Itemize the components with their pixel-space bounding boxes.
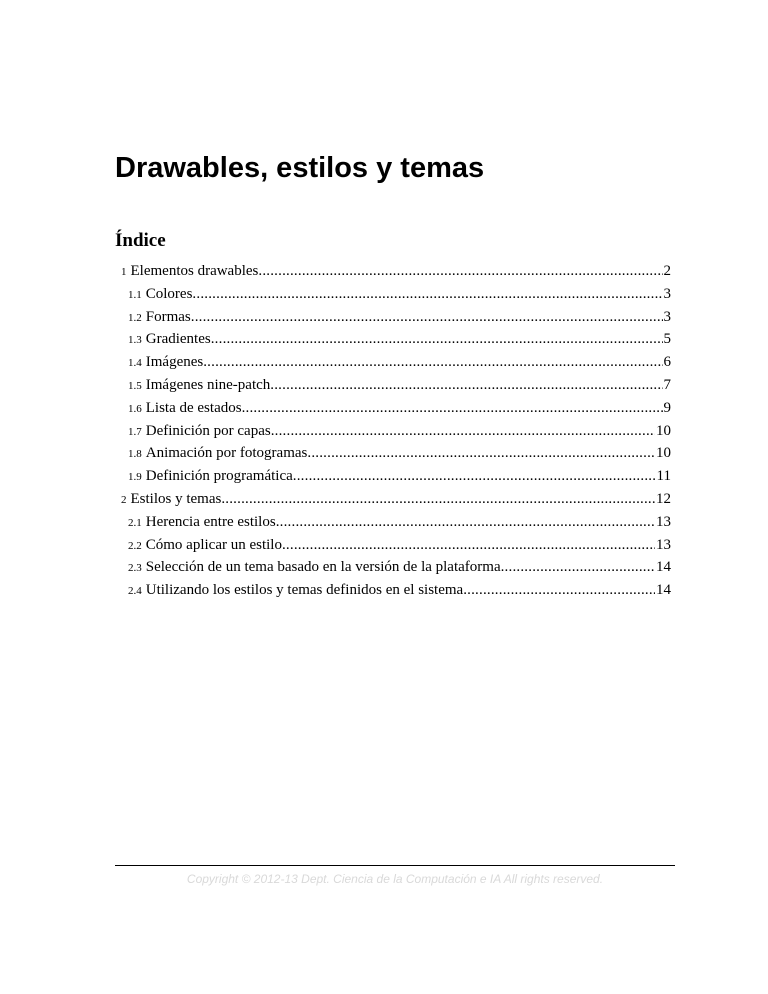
toc-entry-label: Animación por fotogramas [145,445,308,462]
toc-entry-page: 6 [663,354,671,371]
toc-entry-label: Colores [145,285,193,302]
toc-entry[interactable] [115,377,671,400]
toc-entry-label: Imágenes nine-patch [145,376,271,393]
footer-divider [115,865,675,866]
toc-entry-label: Definición por capas [145,422,271,439]
toc-entry-number: 1.1 [128,288,142,301]
toc-heading: Índice [115,230,166,251]
toc-entry-number: 1.2 [128,311,142,324]
table-of-contents [115,263,671,605]
toc-entry-page: 10 [656,422,671,439]
toc-entry[interactable] [115,582,671,605]
toc-entry[interactable] [115,559,671,582]
toc-dot-leader [221,491,655,508]
toc-entry-page: 2 [663,263,671,279]
toc-entry-label: Imágenes [145,354,204,371]
toc-entry-number: 2 [121,493,127,506]
toc-dot-leader [463,582,655,599]
toc-dot-leader [258,263,662,280]
toc-dot-leader [211,331,663,348]
toc-entry-page: 10 [656,445,671,462]
toc-entry-number: 1.4 [128,357,142,370]
toc-entry-page: 12 [656,490,671,507]
toc-entry-label: Elementos drawables [130,263,259,279]
toc-entry-number: 1.3 [128,334,142,347]
toc-dot-leader [270,377,662,394]
toc-entry-number: 2.4 [128,585,142,598]
toc-dot-leader [501,559,655,576]
toc-entry-label: Selección de un tema basado en la versión de la plataforma [145,559,501,576]
toc-entry[interactable] [115,491,671,514]
toc-entry-label: Estilos y temas [130,490,222,507]
toc-entry-number: 1 [121,266,127,278]
toc-dot-leader [271,423,655,440]
toc-entry-page: 13 [656,536,671,553]
toc-entry-page: 14 [656,582,671,599]
toc-entry-page: 13 [656,513,671,530]
toc-dot-leader [293,468,656,485]
page-title: Drawables, estilos y temas [115,152,485,184]
toc-dot-leader [192,286,662,303]
toc-entry[interactable] [115,445,671,468]
toc-entry-label: Definición programática [145,468,293,485]
toc-entry-label: Herencia entre estilos [145,513,276,530]
toc-entry[interactable] [115,400,671,423]
toc-entry-number: 1.5 [128,379,142,392]
toc-entry-page: 7 [663,376,671,393]
toc-entry[interactable] [115,286,671,309]
toc-entry[interactable] [115,309,671,332]
toc-entry-label: Cómo aplicar un estilo [145,536,282,553]
toc-entry-number: 1.9 [128,471,142,484]
toc-dot-leader [191,309,663,326]
toc-entry-page: 9 [663,399,671,416]
toc-entry-number: 1.8 [128,448,142,461]
toc-dot-leader [282,537,655,554]
toc-entry-number: 1.7 [128,425,142,438]
toc-entry-label: Formas [145,308,191,325]
toc-entry-number: 2.1 [128,516,142,529]
toc-entry-page: 14 [656,559,671,576]
toc-entry[interactable] [115,354,671,377]
toc-entry[interactable] [115,263,671,286]
toc-entry-number: 2.2 [128,539,142,552]
toc-entry[interactable] [115,331,671,354]
toc-entry-label: Utilizando los estilos y temas definidos en el sistema [145,582,464,599]
toc-dot-leader [203,354,662,371]
toc-entry-page: 5 [663,331,671,348]
toc-entry[interactable] [115,537,671,560]
toc-entry[interactable] [115,423,671,446]
toc-dot-leader [242,400,663,417]
toc-entry[interactable] [115,468,671,491]
toc-dot-leader [307,445,655,462]
toc-entry-label: Gradientes [145,331,211,348]
toc-entry-number: 1.6 [128,402,142,415]
toc-entry-number: 2.3 [128,562,142,575]
toc-entry-page: 3 [663,285,671,302]
copyright-footer: Copyright © 2012-13 Dept. Ciencia de la Computación e IA All rights reserved. [186,872,604,886]
toc-entry[interactable] [115,514,671,537]
toc-entry-label: Lista de estados [145,399,242,416]
toc-dot-leader [276,514,655,531]
toc-entry-page: 11 [656,468,671,485]
toc-entry-page: 3 [663,308,671,325]
